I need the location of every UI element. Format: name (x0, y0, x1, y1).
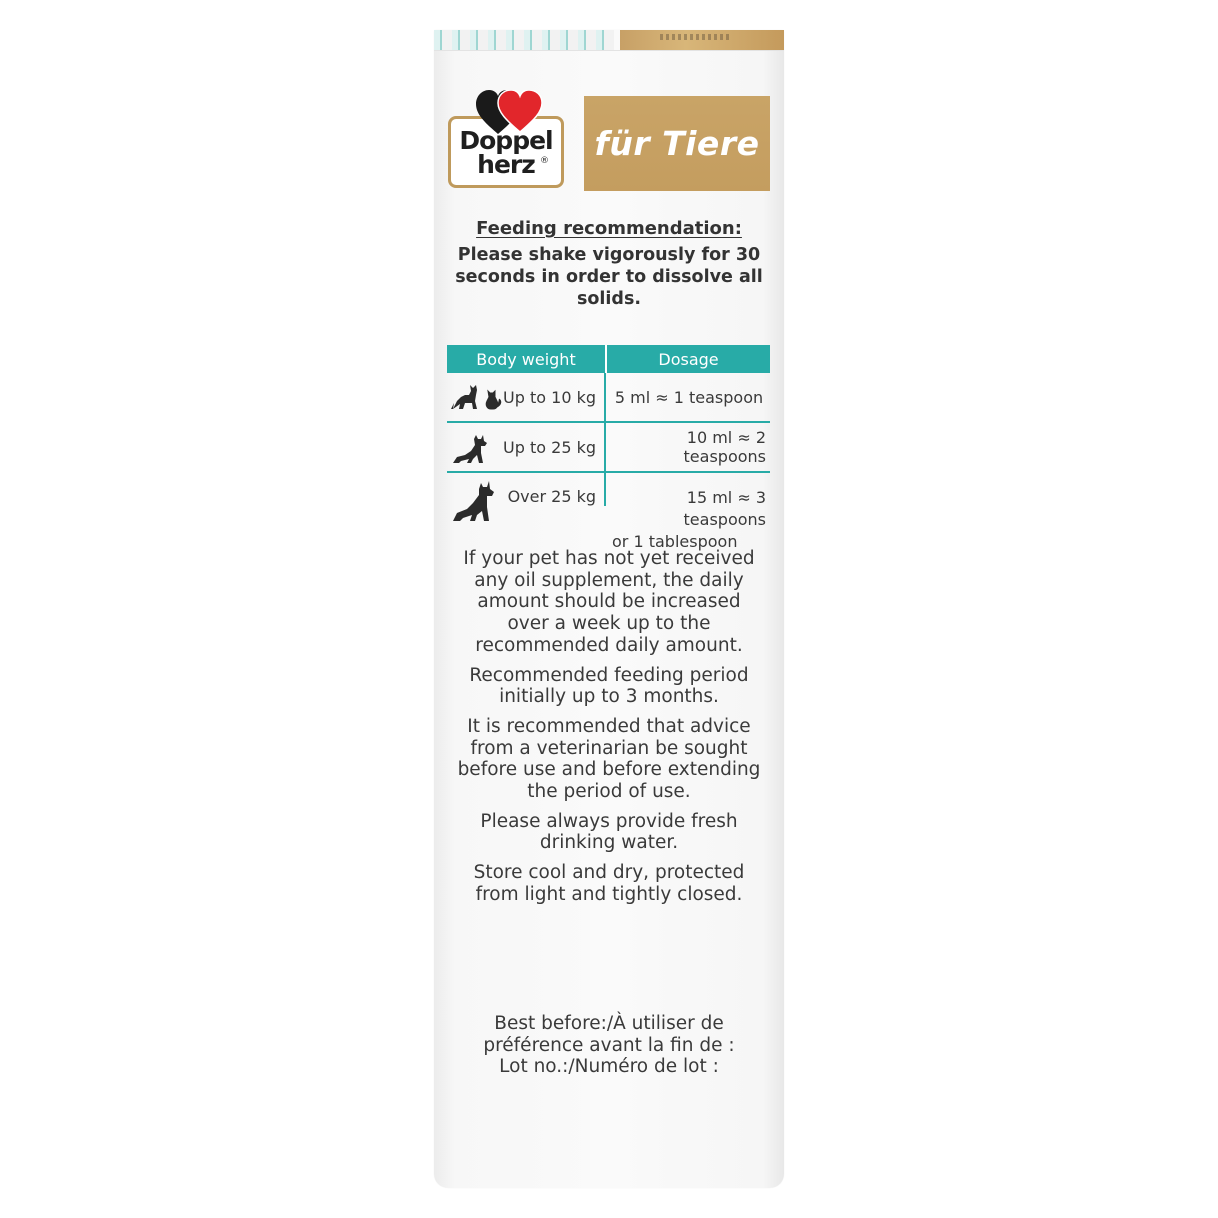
note-oil-supplement: If your pet has not yet received any oil supplement, the daily amount should be increased over a week up to the recommended daily amount. (463, 548, 755, 656)
header-body-weight: Body weight (447, 345, 607, 373)
dosage-label: 5 ml ≈ 1 teaspoon (614, 387, 764, 407)
table-row (447, 423, 770, 473)
best-before-label: Best before:/À utiliser de (494, 1013, 724, 1034)
large-dog-icon (451, 479, 497, 523)
weight-label: Up to 25 kg (503, 437, 596, 457)
banner-text: für Tiere (594, 124, 760, 163)
weight-cell (447, 423, 606, 471)
dosage-cell (606, 473, 770, 553)
note-feeding-period: Recommended feeding period initially up to 3 months. (469, 664, 749, 708)
weight-cell (447, 473, 606, 506)
cat-and-small-dog-icon (451, 381, 503, 411)
registered-mark: ® (540, 156, 549, 166)
note-veterinarian: It is recommended that advice from a veterinarian be sought before use and before extending the period of use. (457, 715, 761, 803)
dosage-label: 10 ml ≈ 2 teaspoons (683, 428, 766, 466)
medium-dog-icon (451, 431, 491, 465)
weight-cell (447, 373, 606, 421)
dosage-table (447, 345, 770, 551)
usage-notes (454, 548, 764, 914)
note-water: Please always provide fresh drinking water. (480, 810, 738, 854)
dosage-label: 15 ml ≈ 3 teaspoons (683, 488, 766, 529)
box-top-flap (434, 30, 784, 51)
dosage-label-alt: or 1 tablespoon (612, 532, 738, 551)
doppelherz-logo (448, 90, 568, 192)
feeding-heading: Feeding recommendation: (476, 218, 742, 239)
weight-label: Over 25 kg (507, 487, 596, 506)
fuer-tiere-banner (584, 96, 770, 191)
weight-label: Up to 10 kg (503, 387, 596, 407)
feeding-instructions: Please shake vigorously for 30 seconds in order to dissolve all solids. (455, 245, 763, 309)
logo-word-herz: herz (477, 150, 535, 179)
note-storage: Store cool and dry, protected from light and tightly closed. (473, 862, 745, 905)
flap-teal-pattern (434, 30, 614, 50)
header-dosage: Dosage (658, 349, 719, 369)
table-header (447, 345, 770, 373)
lot-number-label: Lot no.:/Numéro de lot : (499, 1056, 719, 1078)
product-box-side-panel (434, 30, 784, 1188)
batch-info (454, 1013, 764, 1078)
dosage-cell (606, 423, 770, 471)
best-before-label-fr: préférence avant la fin de : (483, 1034, 735, 1056)
table-row (447, 473, 770, 551)
logo-word-doppel: Doppel (459, 126, 553, 155)
flap-gold-pattern (620, 30, 784, 50)
dosage-cell (606, 373, 770, 421)
table-row (447, 373, 770, 423)
